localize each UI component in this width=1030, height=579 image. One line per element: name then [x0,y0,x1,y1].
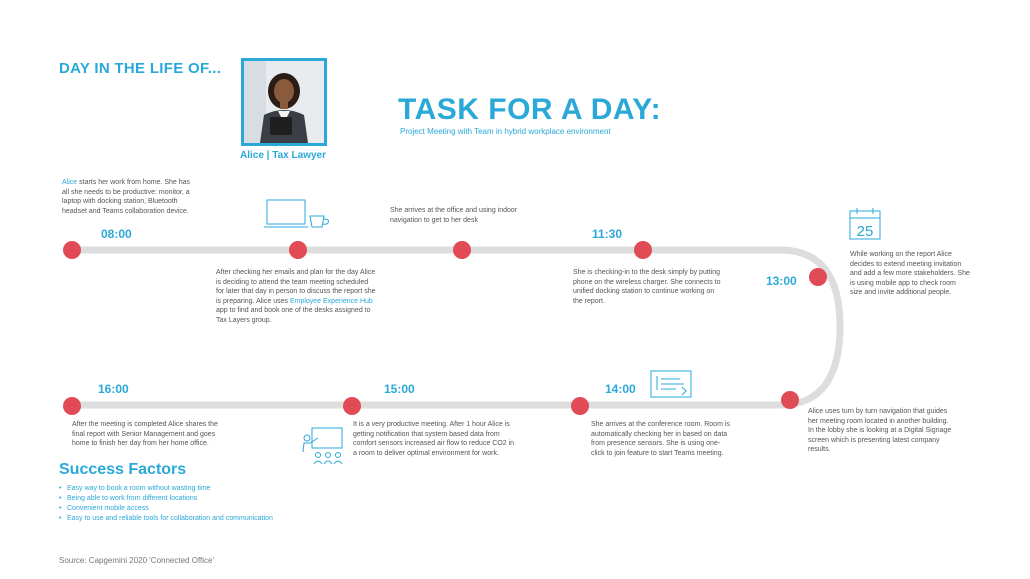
timeline-dot-2 [289,241,307,259]
note-productive-meeting: It is a very productive meeting. After 1 hour Alice is getting notification that system based data from comfort sensors increased air flow to reduce CO2 in a room to deliver optimal environment for work. [353,421,515,457]
laptop-icon [264,198,334,232]
source-citation: Source: Capgemini 2020 'Connected Office' [59,556,214,565]
employee-experience-hub-link[interactable]: Employee Experience Hub [289,297,373,305]
time-1130: 11:30 [592,227,623,241]
note-emails-text-2: app to find and book one of the desks assigned to Tax Layers group. [216,307,371,324]
time-1400: 14:00 [605,382,636,396]
note-arrive-office: She arrives at the office and using indoor navigation to get to her desk [390,207,518,224]
timeline-dot-6 [781,391,799,409]
success-factor-item: • Being able to work from different locations [59,494,273,504]
timeline-dot-1 [63,241,81,259]
success-factor-item: • Easy to use and reliable tools for collaboration and communication [59,514,273,524]
note-emails-text-1: After checking her emails and plan for the day Alice is deciding to attend the team meeting scheduled for later that day in person to discuss the report she is preparing. Alice uses [216,269,376,305]
alice-name: Alice [62,179,78,186]
timeline-dot-5 [809,268,827,286]
time-0800: 08:00 [101,227,132,241]
time-1500: 15:00 [384,382,415,396]
calendar-icon [848,207,882,241]
timeline-dot-3 [453,241,471,259]
success-factor-item: • Easy way to book a room without wasting time [59,484,273,494]
presentation-icon [300,426,344,466]
timeline-dot-4 [634,241,652,259]
timeline-dot-9 [63,397,81,415]
calendar-day: 25 [856,223,874,240]
note-navigation: Alice uses turn by turn navigation that guides her meeting room located in another building. In the lobby she is looking at a Digital Signage screen which is presenting latest company results. [808,408,952,454]
success-factors-title: Success Factors [59,461,187,478]
note-start-work-text: starts her work from home. She has all she needs to be productive: monitor, a laptop with docking station, Bluetooth headset and Teams collaboration device. [62,179,191,215]
day-in-life-title: DAY IN THE LIFE OF... [59,60,222,77]
note-check-emails [216,268,376,326]
time-1300: 13:00 [766,274,797,288]
task-title: TASK FOR A DAY: [398,93,662,126]
success-factor-item: • Convenient mobile access [59,504,273,514]
success-factors-list [59,484,273,524]
person-name: Alice | Tax Lawyer [240,150,326,161]
task-subtitle: Project Meeting with Team in hybrid workplace environment [400,127,611,136]
checklist-screen-icon [650,370,692,398]
note-checkin-desk: She is checking-in to the desk simply by putting phone on the wireless charger. She connects to unified docking station to continue working on the report. [573,269,721,305]
note-conference-room: She arrives at the conference room. Room is automatically checking her in based on data from presence sensors. She is using one-click to join feature to start Teams meeting. [591,421,730,457]
note-start-work [62,178,198,216]
note-extend-meeting: While working on the report Alice decides to extend meeting invitation and add a few more stakeholders. She is using mobile app to check room size and invite additional people. [850,251,970,297]
note-meeting-complete: After the meeting is completed Alice shares the final report with Senior Management and goes home to finish her day from her home office. [72,421,218,448]
timeline-dot-8 [343,397,361,415]
timeline-dot-7 [571,397,589,415]
time-1600: 16:00 [98,382,129,396]
